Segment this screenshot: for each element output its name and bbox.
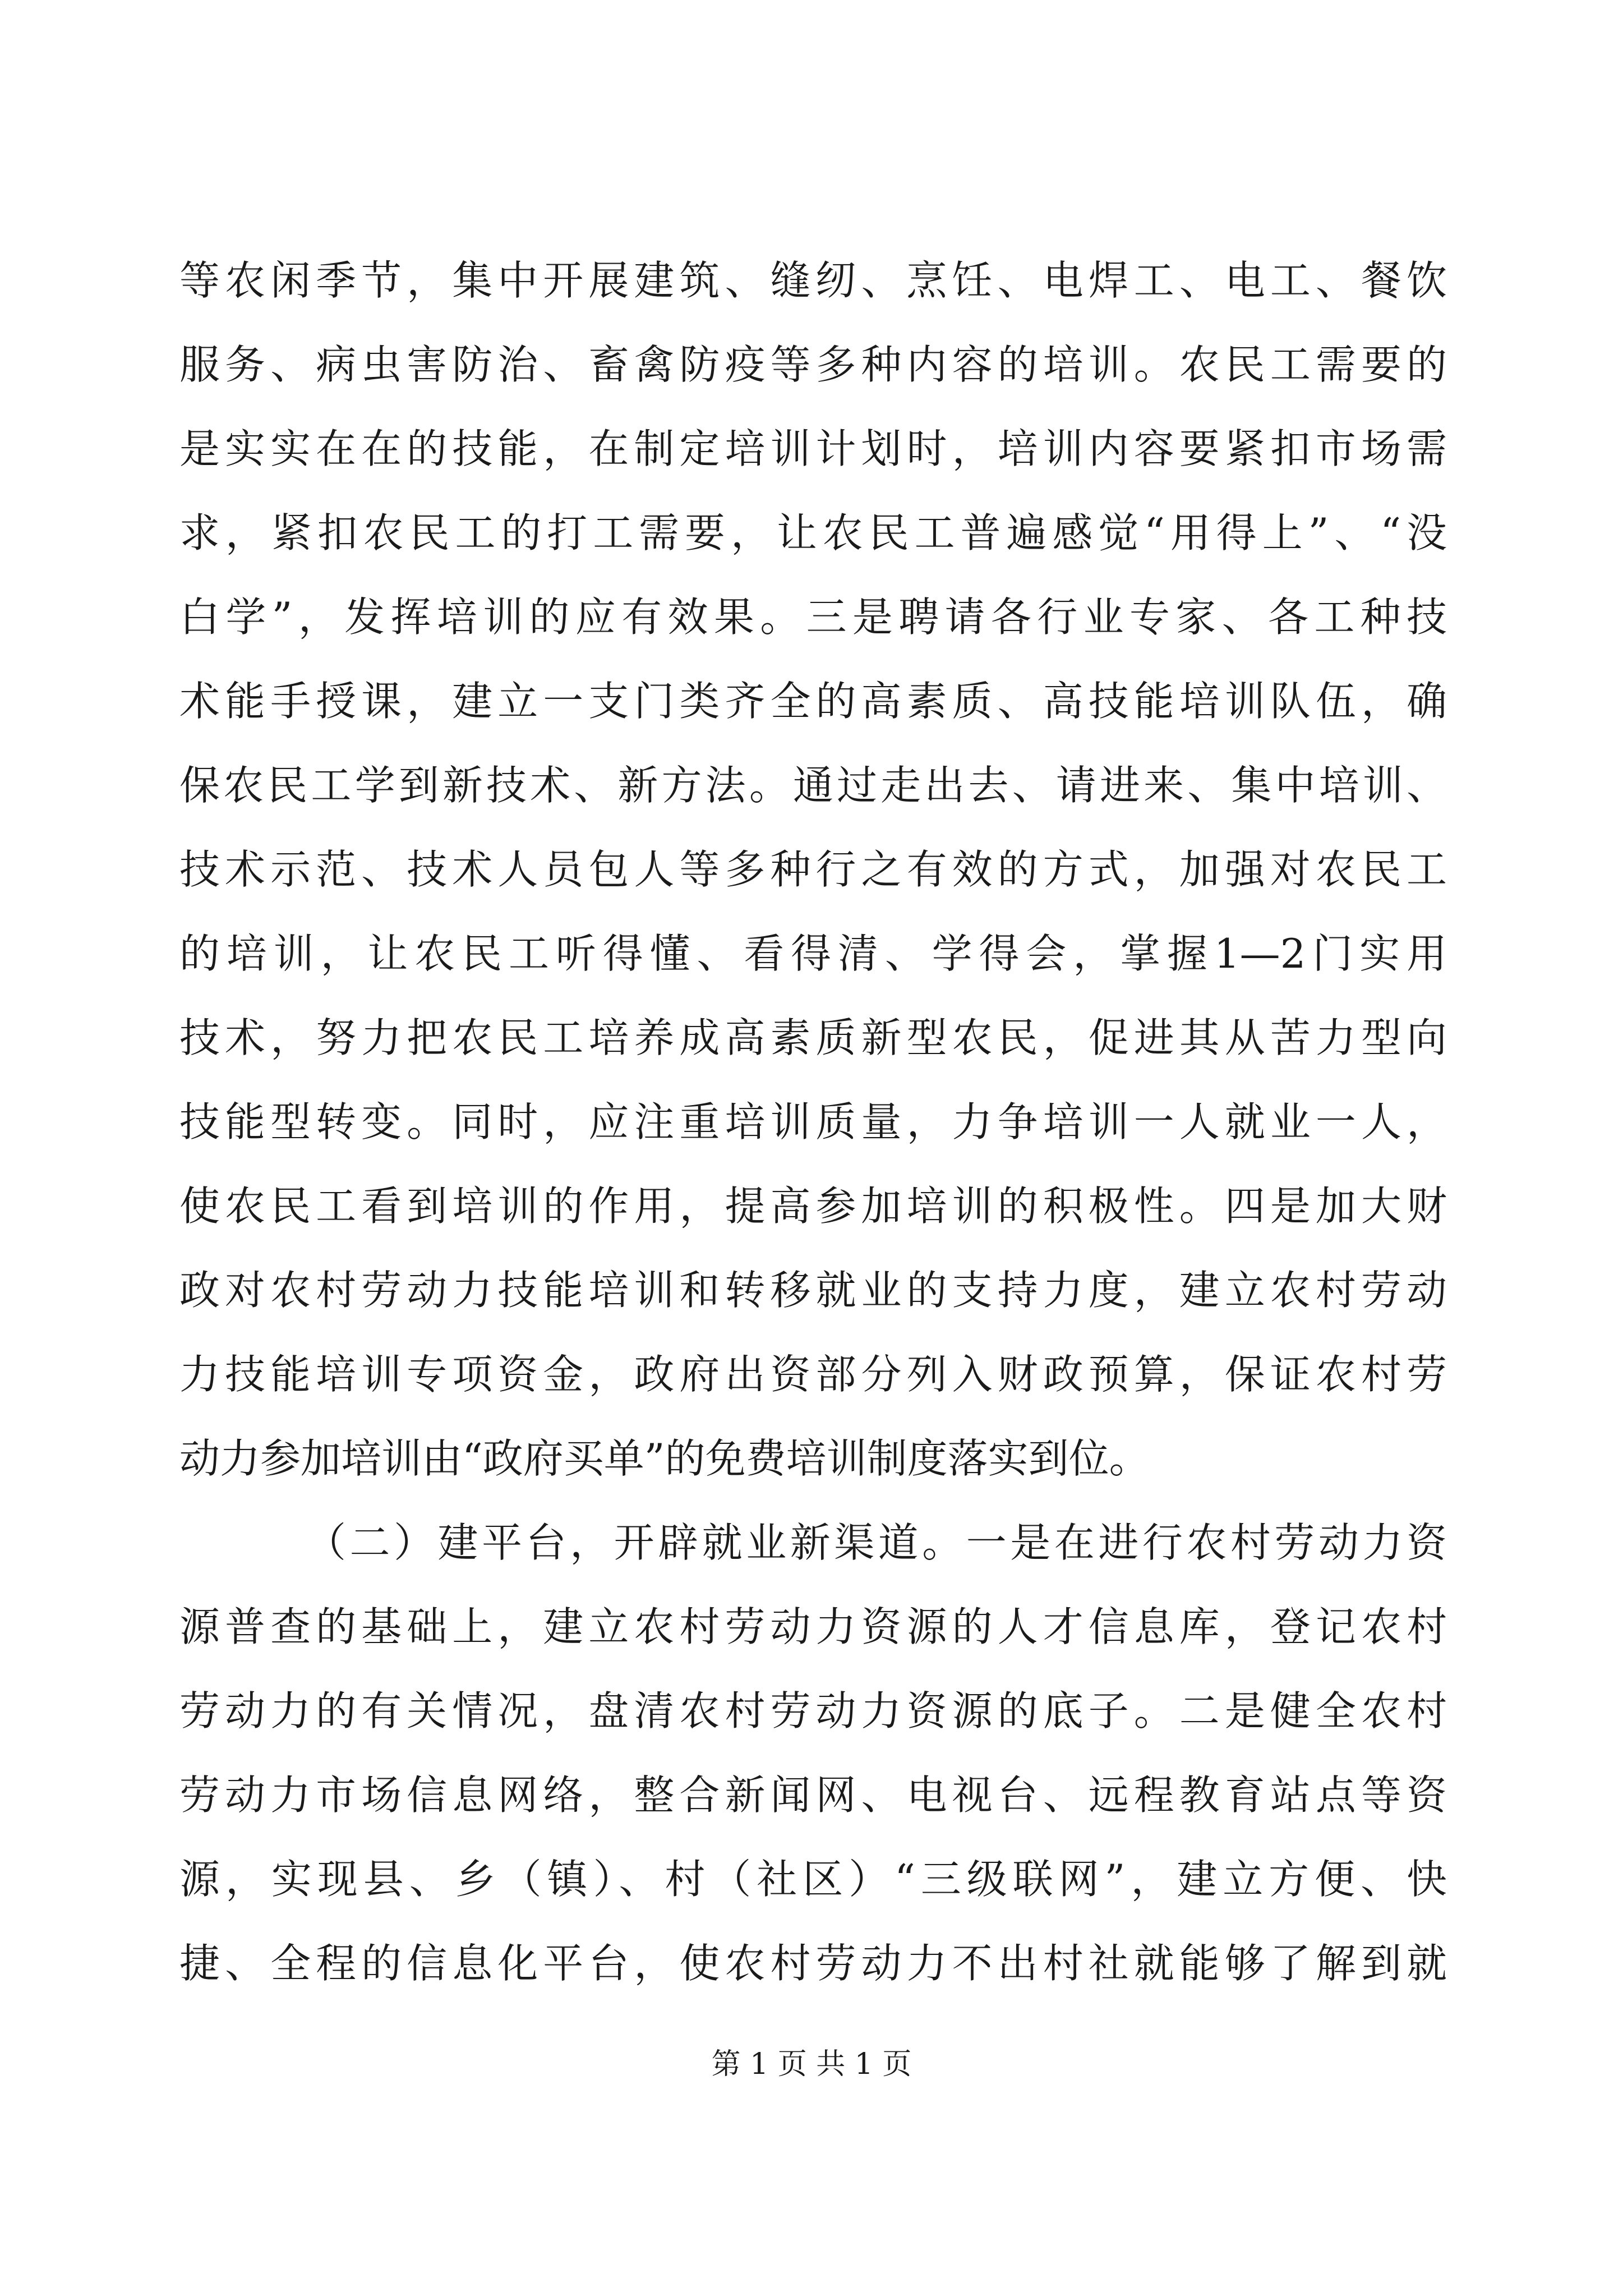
body-text-line: 等农闲季节，集中开展建筑、缝纫、烹饪、电焊工、电工、餐饮 — [179, 257, 1447, 304]
body-text-line: 白学”，发挥培训的应有效果。三是聘请各行业专家、各工种技 — [179, 593, 1447, 641]
body-text-line: 源，实现县、乡（镇）、村（社区）“三级联网”，建立方便、快 — [179, 1856, 1447, 1903]
body-text-line: 动力参加培训由“政府买单”的免费培训制度落实到位。 — [179, 1435, 1150, 1482]
body-text-line: 劳动力的有关情况，盘清农村劳动力资源的底子。二是健全农村 — [179, 1687, 1447, 1734]
body-text-line: 政对农村劳动力技能培训和转移就业的支持力度，建立农村劳动 — [179, 1267, 1447, 1314]
body-text-line: 源普查的基础上，建立农村劳动力资源的人才信息库，登记农村 — [179, 1603, 1447, 1650]
body-text-line: 劳动力市场信息网络，整合新闻网、电视台、远程教育站点等资 — [179, 1772, 1447, 1819]
body-text-line: 服务、病虫害防治、畜禽防疫等多种内容的培训。农民工需要的 — [179, 341, 1447, 388]
body-text-line: 使农民工看到培训的作用，提高参加培训的积极性。四是加大财 — [179, 1182, 1447, 1230]
body-text-line: 是实实在在的技能，在制定培训计划时，培训内容要紧扣市场需 — [179, 425, 1447, 472]
body-text-line: 术能手授课，建立一支门类齐全的高素质、高技能培训队伍，确 — [179, 678, 1447, 725]
section-heading-line: （二）建平台，开辟就业新渠道。一是在进行农村劳动力资 — [306, 1519, 1447, 1566]
body-text-line: 求，紧扣农民工的打工需要，让农民工普遍感觉“用得上”、“没 — [179, 509, 1447, 556]
body-text-line: 技能型转变。同时，应注重培训质量，力争培训一人就业一人， — [179, 1098, 1447, 1145]
body-text-line: 技术，努力把农民工培养成高素质新型农民，促进其从苦力型向 — [179, 1014, 1447, 1061]
page-number-footer: 第 1 页 共 1 页 — [711, 2047, 912, 2081]
body-text-line: 技术示范、技术人员包人等多种行之有效的方式，加强对农民工 — [179, 846, 1447, 893]
body-text-line: 的培训，让农民工听得懂、看得清、学得会，掌握1—2门实用 — [179, 930, 1447, 977]
body-text-line: 力技能培训专项资金，政府出资部分列入财政预算，保证农村劳 — [179, 1351, 1447, 1398]
body-text-line: 捷、全程的信息化平台，使农村劳动力不出村社就能够了解到就 — [179, 1940, 1447, 1987]
body-text-line: 保农民工学到新技术、新方法。通过走出去、请进来、集中培训、 — [179, 762, 1447, 809]
